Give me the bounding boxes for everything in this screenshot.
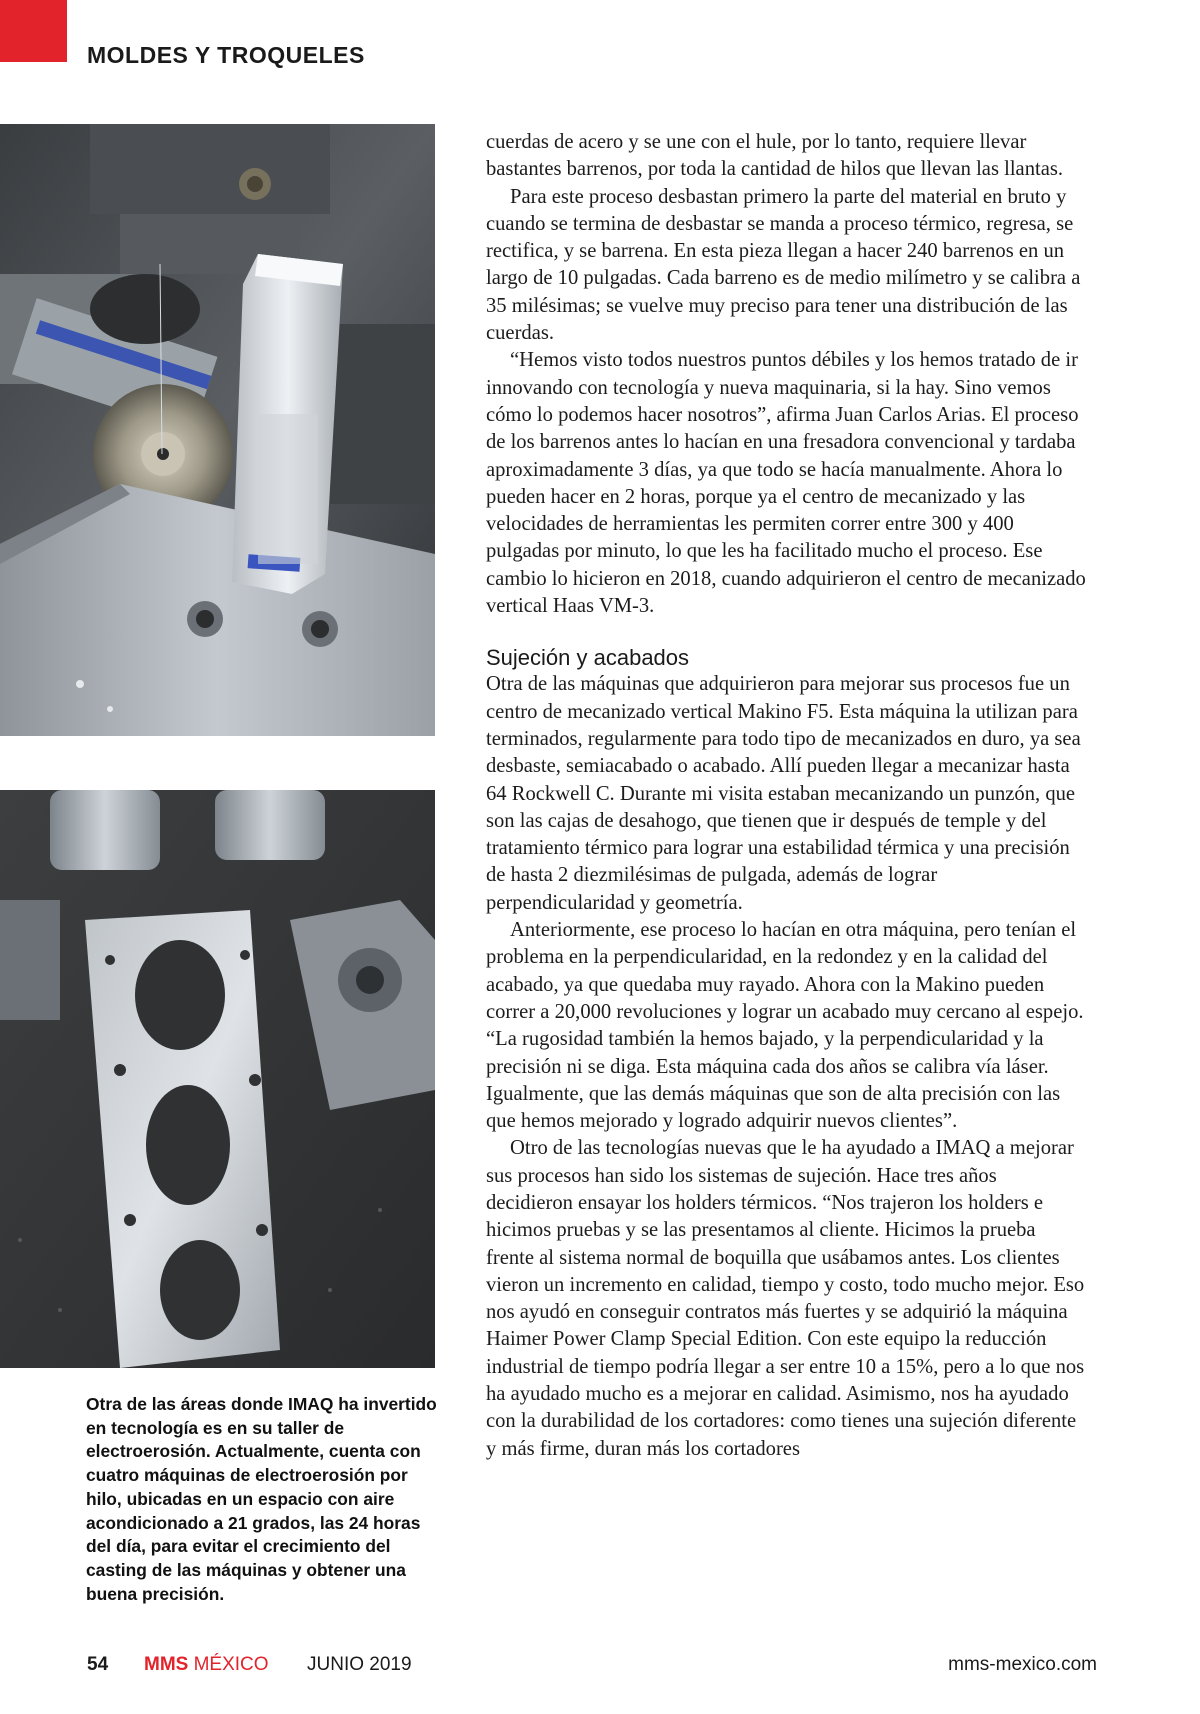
article-paragraph-3: “Hemos visto todos nuestros puntos débiles y los hemos tratado de ir innovando con tecnología y nueva maquinaria, si la hay. Sino vemos cómo lo podemos hacer nosotros”, afirma Juan Carlos Arias. El proceso de los barrenos antes lo hacían en una fresadora convencional y tardaba aproximadamente 3 días, ya que todo se hacía manualmente. Ahora lo pueden hacer en 2 horas, porque ya el centro de mecanizado y las velocidades de herramientas les permiten correr entre 300 y 400 pulgadas por minuto, lo que les ha facilitado mucho el proceso. Ese cambio lo hicieron en 2018, cuando adquirieron el centro de mecanizado vertical Haas VM-3.	[486, 349, 1086, 618]
article-paragraph-4: Otra de las máquinas que adquirieron para mejorar sus procesos fue un centro de mecanizado vertical Makino F5. Esta máquina la utilizan para terminados, regularmente para todo tipo de mecanizados en duro, ya sea desbaste, semiacabado o acabado. Allí pueden llegar a mecanizar hasta 64 Rockwell C. Durante mi visita estaban mecanizando un punzón, que son las cajas de desahogo, que tienen que ir después de temple y del tratamiento térmico para lograr una estabilidad térmica y una precisión de hasta 2 diezmilésimas de pulgada, además de lograr perpendicularidad y geometría.	[486, 673, 1081, 914]
article-body	[486, 129, 1086, 1463]
photo-caption: Otra de las áreas donde IMAQ ha invertido en tecnología es en su taller de electroerosión. Actualmente, cuenta con cuatro máquinas de electroerosión por hilo, ubicadas en un espacio con aire acondicionado a 21 grados, las 24 horas del día, para evitar el crecimiento del casting de las máquinas y obtener una buena precisión.	[86, 1394, 437, 1604]
brand-rest: MÉXICO	[193, 1654, 269, 1675]
page-number: 54	[87, 1654, 109, 1675]
gasket-plate-photo	[0, 790, 435, 1368]
article-paragraph-1: cuerdas de acero y se une con el hule, por lo tanto, requiere llevar bastantes barrenos, por toda la cantidad de hilos que llevan las llantas.	[486, 131, 1064, 181]
section-header: MOLDES Y TROQUELES	[87, 42, 365, 68]
article-subheading: Sujeción y acabados	[486, 645, 690, 671]
article-paragraph-5: Anteriormente, ese proceso lo hacían en otra máquina, pero tenían el problema en la perpendicularidad, en la redondez y en la calidad del acabado, ya que quedaba muy rayado. Ahora con la Makino pueden correr a 20,000 revoluciones y lograr un acabado muy cercano al espejo. “La rugosidad también la hemos bajado, y la perpendicularidad y la precisión ni se diga. Esta máquina cada dos años se calibra vía láser. Igualmente, que las demás máquinas que son de alta precisión con las que hemos mejorado y logrado adquirir nuevos clientes”.	[486, 919, 1084, 1133]
gasket-plate-illustration	[0, 790, 435, 1368]
magazine-brand	[144, 1654, 269, 1676]
brand-bold: MMS	[144, 1654, 189, 1675]
article-paragraph-6: Otro de las tecnologías nuevas que le ha ayudado a IMAQ a mejorar sus procesos han sido los sistemas de sujeción. Hace tres años decidieron ensayar los holders térmicos. “Nos trajeron los holders e hicimos pruebas y se las presentamos al cliente. Hicimos la prueba frente al sistema normal de boquilla que usábamos antes. Los clientes vieron un incremento en calidad, tiempo y costo, todo mucho mejor. Eso nos ayudó en conseguir contratos más fuertes y se adquirió la máquina Haimer Power Clamp Special Edition. Con este equipo la reducción industrial de tiempo podría llegar a ser entre 10 a 15%, pero a lo que nos ha ayudado mucho es a mejorar en calidad. Asimismo, nos ha ayudado con la durabilidad de los cortadores: como tienes una sujeción diferente y más firme, duran más los cortadores	[486, 1137, 1085, 1460]
wire-edm-machine-photo	[0, 124, 435, 736]
article-paragraph-2: Para este proceso desbastan primero la parte del material en bruto y cuando se termina de desbastar se manda a proceso térmico, regresa, se rectifica, y se barrena. En esta pieza llegan a hacer 240 barrenos en un largo de 10 pulgadas. Cada barreno es de medio milímetro y se calibra a 35 milésimas; se vuelve muy preciso para tener una distribución de las cuerdas.	[486, 185, 1081, 345]
wire-edm-machine-illustration	[0, 124, 435, 736]
website-url: mms-mexico.com	[948, 1654, 1097, 1675]
issue-date: JUNIO 2019	[307, 1654, 412, 1675]
page-footer	[87, 1654, 1097, 1680]
section-color-tab	[0, 0, 67, 62]
